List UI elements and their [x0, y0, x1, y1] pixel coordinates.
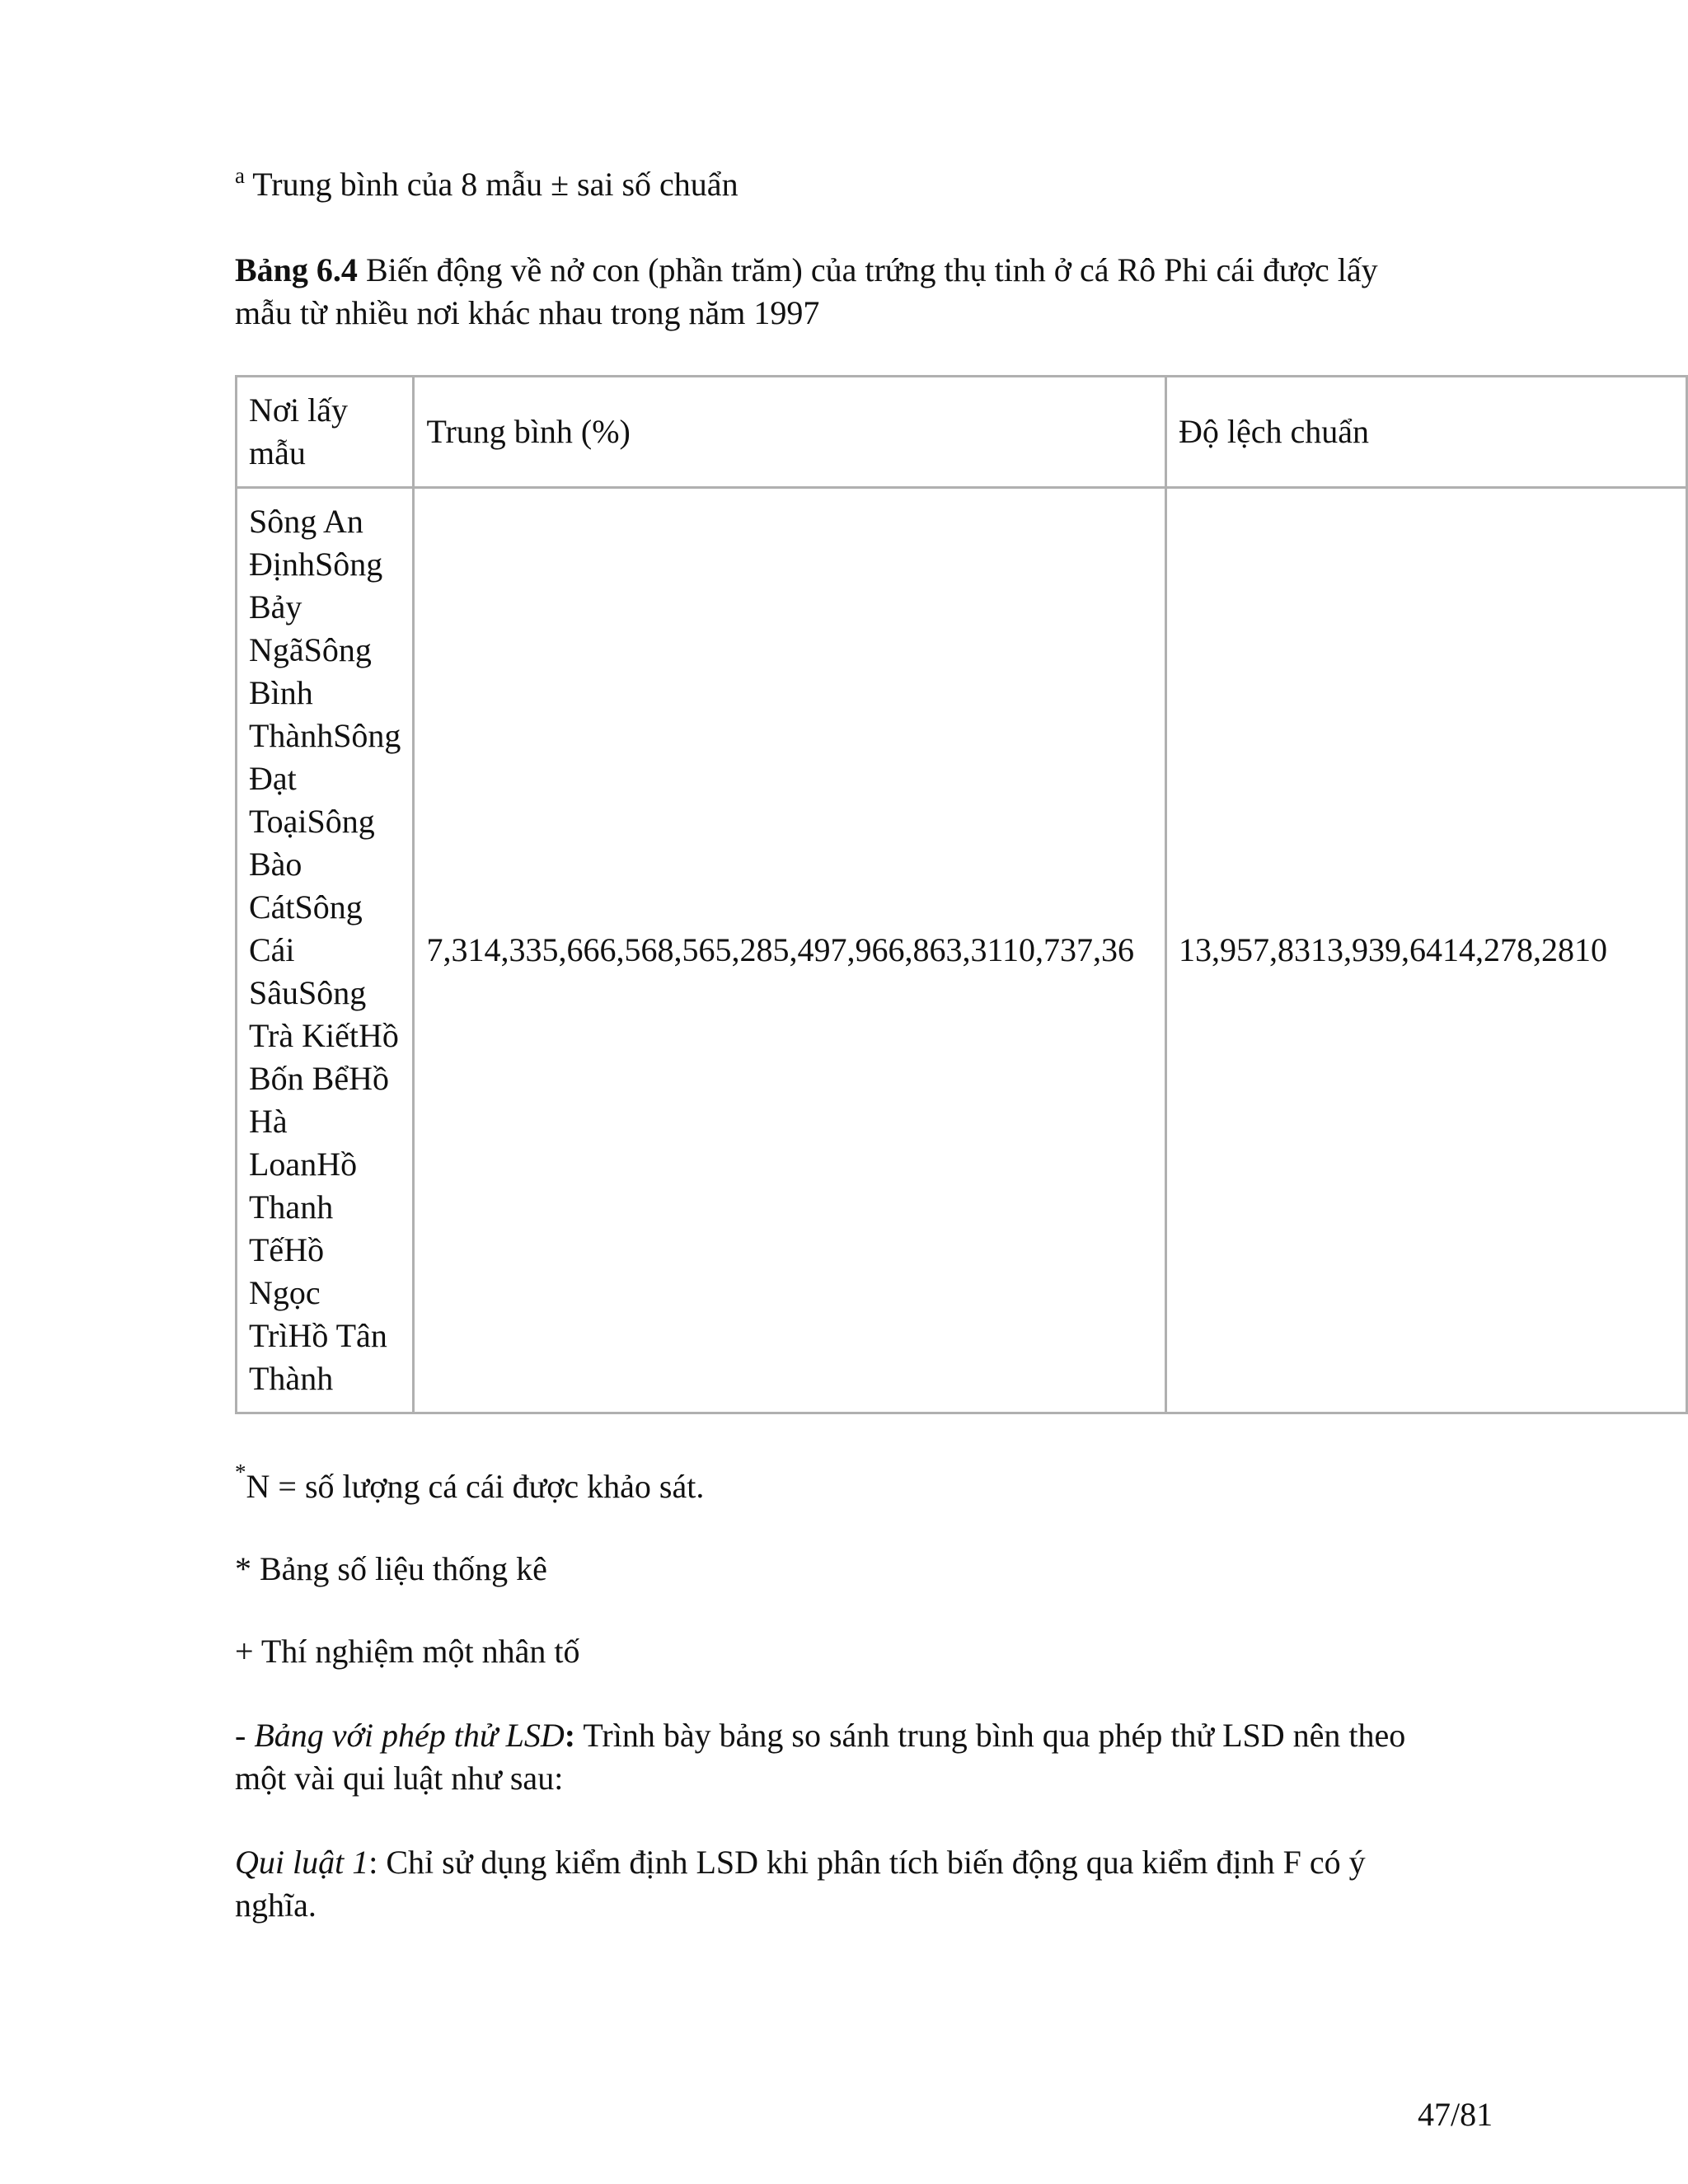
location-line: Bốn BểHồ [249, 1060, 389, 1097]
location-line: ĐịnhSông [249, 546, 383, 583]
footnote-n-text: N = số lượng cá cái được khảo sát. [246, 1468, 705, 1505]
hatching-table [235, 375, 1688, 1414]
section-one-factor-heading: + Thí nghiệm một nhân tố [235, 1633, 580, 1670]
footnote-a-marker: a [235, 163, 245, 188]
footnote-n-marker: * [235, 1460, 246, 1484]
location-line: Cái [249, 931, 295, 968]
rule1-line-2 [235, 1884, 316, 1927]
rule1-text-2: nghĩa. [235, 1886, 316, 1924]
table-caption-label: Bảng 6.4 [235, 251, 358, 288]
lsd-text-1: Trình bày bảng so sánh trung bình qua phép thử LSD nên theo [575, 1717, 1406, 1754]
header-location-line-2: mẫu [249, 434, 306, 471]
lsd-text-2: một vài qui luật như sau: [235, 1760, 564, 1797]
header-location [237, 377, 414, 488]
location-line: TếHồ [249, 1231, 325, 1268]
location-line: Bào [249, 846, 302, 883]
footnote-a [235, 163, 738, 209]
footnote-a-text: Trung bình của 8 mẫu ± sai số chuẩn [252, 166, 738, 203]
location-line: Hà [249, 1103, 288, 1140]
location-line: Sông An [249, 503, 363, 540]
location-line: LoanHồ [249, 1146, 358, 1183]
location-line: ThànhSông [249, 717, 401, 754]
location-line: Trà KiếtHồ [249, 1017, 399, 1054]
table-header-row [237, 377, 1687, 488]
location-line: Thanh [249, 1188, 334, 1226]
sd-values-cell: 13,957,8313,939,6414,278,2810 [1166, 488, 1687, 1413]
rule1-line-1 [235, 1841, 1366, 1884]
mean-values-cell: 7,314,335,666,568,565,285,497,966,863,3110,737,36 [414, 488, 1166, 1413]
location-cell [237, 488, 414, 1413]
location-line: ToạiSông [249, 803, 375, 840]
location-line: CátSông [249, 888, 363, 926]
header-mean: Trung bình (%) [414, 377, 1166, 488]
lsd-lead: - Bảng với phép thử LSD [235, 1717, 565, 1754]
table-caption-text-2: mẫu từ nhiều nơi khác nhau trong năm 1997 [235, 294, 820, 331]
footnote-n [235, 1460, 705, 1511]
location-line: Bảy [249, 588, 302, 626]
page-number: 47/81 [1418, 2096, 1493, 2133]
location-line: NgãSông [249, 631, 372, 668]
table-caption-text-1: Biến động về nở con (phần trăm) của trứng thụ tinh ở cá Rô Phi cái được lấy [357, 251, 1378, 288]
header-sd: Độ lệch chuẩn [1166, 377, 1687, 488]
rule1-label: Qui luật 1 [235, 1844, 369, 1881]
lsd-paragraph-line-1 [235, 1714, 1405, 1757]
location-line: Bình [249, 674, 313, 711]
lsd-colon: : [564, 1717, 576, 1754]
location-line: TrìHồ Tân [249, 1317, 387, 1354]
table-caption-line-2 [235, 292, 819, 335]
lsd-paragraph-line-2 [235, 1757, 563, 1800]
rule1-text-1: : Chỉ sử dụng kiểm định LSD khi phân tích biến động qua kiểm định F có ý [368, 1844, 1366, 1881]
table-row [237, 488, 1687, 1413]
location-line: Đạt [249, 760, 297, 797]
table-caption-line-1 [235, 249, 1378, 292]
location-line: Thành [249, 1360, 334, 1397]
section-stats-heading: * Bảng số liệu thống kê [235, 1550, 547, 1587]
location-line: SâuSông [249, 974, 367, 1011]
location-line: Ngọc [249, 1274, 321, 1311]
header-location-line-1: Nơi lấy [249, 391, 349, 429]
